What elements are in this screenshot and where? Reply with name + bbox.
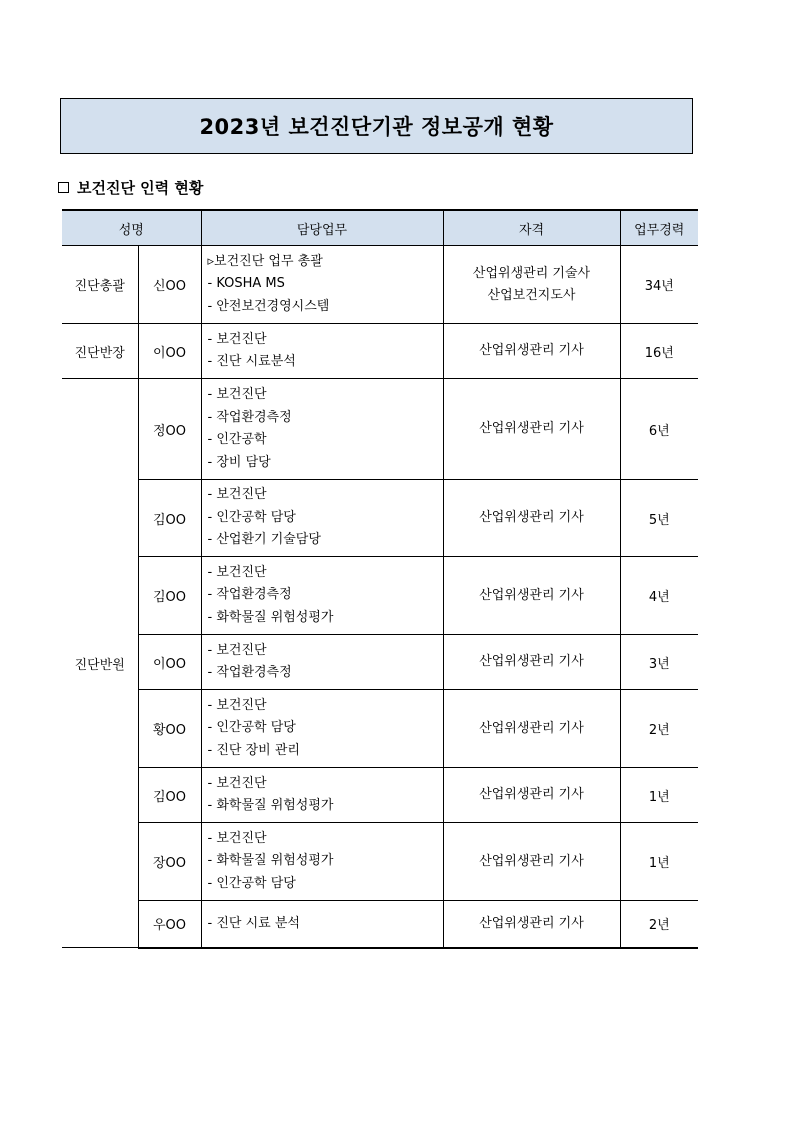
duty-line: - 보건진단	[207, 331, 267, 347]
duties-cell	[201, 379, 443, 480]
table-body	[62, 246, 698, 948]
qualification-line: 산업위생관리 기사	[479, 421, 584, 436]
page-title-box	[60, 98, 693, 154]
table-row	[62, 901, 698, 948]
experience-cell: 3년	[620, 635, 698, 690]
duty-line: - 작업환경측정	[207, 409, 292, 425]
table-header-row	[62, 210, 698, 246]
duties-cell	[201, 480, 443, 557]
section-label: 보건진단 인력 현황	[77, 179, 204, 197]
duty-line: - 보건진단	[207, 642, 267, 658]
experience-cell: 1년	[620, 768, 698, 823]
duty-line: - 화학물질 위험성평가	[207, 853, 334, 869]
duties-cell	[201, 635, 443, 690]
duty-line: - 작업환경측정	[207, 587, 292, 603]
qualification-line: 산업위생관리 기사	[479, 343, 584, 358]
table-row	[62, 635, 698, 690]
qualification-line: 산업위생관리 기사	[479, 787, 584, 802]
qualification-cell	[443, 324, 620, 379]
name-cell: 이OO	[138, 324, 201, 379]
qualification-line: 산업위생관리 기사	[479, 720, 584, 736]
qualification-line: 산업위생관리 기사	[479, 915, 584, 931]
qualification-line: 산업위생관리 기사	[479, 654, 584, 669]
experience-cell: 1년	[620, 823, 698, 901]
name-cell: 김OO	[138, 480, 201, 557]
qualification-line: 산업위생관리 기사	[479, 853, 584, 869]
qualification-cell	[443, 635, 620, 690]
table-row	[62, 480, 698, 557]
name-cell: 우OO	[138, 901, 201, 948]
duty-line: - 화학물질 위험성평가	[207, 798, 334, 813]
qualification-line: 산업위생관리 기사	[479, 587, 584, 603]
table-row	[62, 690, 698, 768]
duty-line: - 인간공학 담당	[207, 720, 296, 736]
name-cell: 신OO	[138, 246, 201, 324]
experience-cell: 2년	[620, 901, 698, 948]
qualification-cell	[443, 480, 620, 557]
duty-line: - KOSHA MS	[207, 276, 285, 292]
experience-cell: 6년	[620, 379, 698, 480]
duty-line: - 인간공학 담당	[207, 875, 296, 891]
duty-line: - 작업환경측정	[207, 665, 292, 680]
duty-line: - 진단 장비 관리	[207, 742, 300, 758]
duties-cell	[201, 901, 443, 948]
duty-line: - 인간공학 담당	[207, 509, 296, 525]
table-row	[62, 379, 698, 480]
name-cell: 김OO	[138, 768, 201, 823]
duty-line: ▹보건진단 업무 총괄	[207, 253, 323, 269]
header-experience: 업무경력	[620, 210, 698, 246]
staff-table	[62, 209, 698, 949]
role-cell: 진단반장	[62, 324, 138, 379]
section-heading	[58, 177, 203, 198]
experience-cell: 34년	[620, 246, 698, 324]
duty-line: - 진단 시료 분석	[207, 915, 300, 931]
duty-line: - 보건진단	[207, 487, 267, 503]
duty-line: - 안전보건경영시스템	[207, 298, 330, 314]
name-cell: 이OO	[138, 635, 201, 690]
duty-line: - 보건진단	[207, 387, 267, 402]
duties-cell	[201, 557, 443, 635]
qualification-line: 산업위생관리 기술사	[472, 265, 591, 281]
name-cell: 장OO	[138, 823, 201, 901]
duty-line: - 진단 시료분석	[207, 354, 296, 369]
duty-line: - 보건진단	[207, 564, 267, 580]
duties-cell	[201, 823, 443, 901]
experience-cell: 2년	[620, 690, 698, 768]
name-cell: 김OO	[138, 557, 201, 635]
qualification-line: 산업위생관리 기사	[479, 510, 584, 525]
duties-cell	[201, 324, 443, 379]
role-cell: 진단반원	[62, 379, 138, 948]
header-name: 성명	[62, 210, 201, 246]
duty-line: - 산업환기 기술담당	[207, 532, 321, 548]
duty-line: - 보건진단	[207, 697, 267, 713]
qualification-line: 산업보건지도사	[487, 287, 576, 303]
experience-cell: 16년	[620, 324, 698, 379]
table-row	[62, 823, 698, 901]
duty-line: - 장비 담당	[207, 454, 271, 470]
duty-line: - 화학물질 위험성평가	[207, 609, 334, 625]
duties-cell	[201, 690, 443, 768]
header-qualification: 자격	[443, 210, 620, 246]
duties-cell	[201, 246, 443, 324]
duty-line: - 인간공학	[207, 432, 267, 447]
name-cell: 정OO	[138, 379, 201, 480]
qualification-cell	[443, 246, 620, 324]
page-title: 2023년 보건진단기관 정보공개 현황	[199, 115, 554, 139]
qualification-cell	[443, 901, 620, 948]
name-cell: 황OO	[138, 690, 201, 768]
table-row	[62, 557, 698, 635]
header-duties: 담당업무	[201, 210, 443, 246]
table-row	[62, 324, 698, 379]
qualification-cell	[443, 823, 620, 901]
duty-line: - 보건진단	[207, 775, 267, 791]
experience-cell: 4년	[620, 557, 698, 635]
experience-cell: 5년	[620, 480, 698, 557]
role-cell: 진단총괄	[62, 246, 138, 324]
table-row	[62, 768, 698, 823]
qualification-cell	[443, 557, 620, 635]
table-row	[62, 246, 698, 324]
checkbox-icon	[58, 182, 69, 193]
duties-cell	[201, 768, 443, 823]
qualification-cell	[443, 690, 620, 768]
duty-line: - 보건진단	[207, 830, 267, 846]
qualification-cell	[443, 768, 620, 823]
qualification-cell	[443, 379, 620, 480]
